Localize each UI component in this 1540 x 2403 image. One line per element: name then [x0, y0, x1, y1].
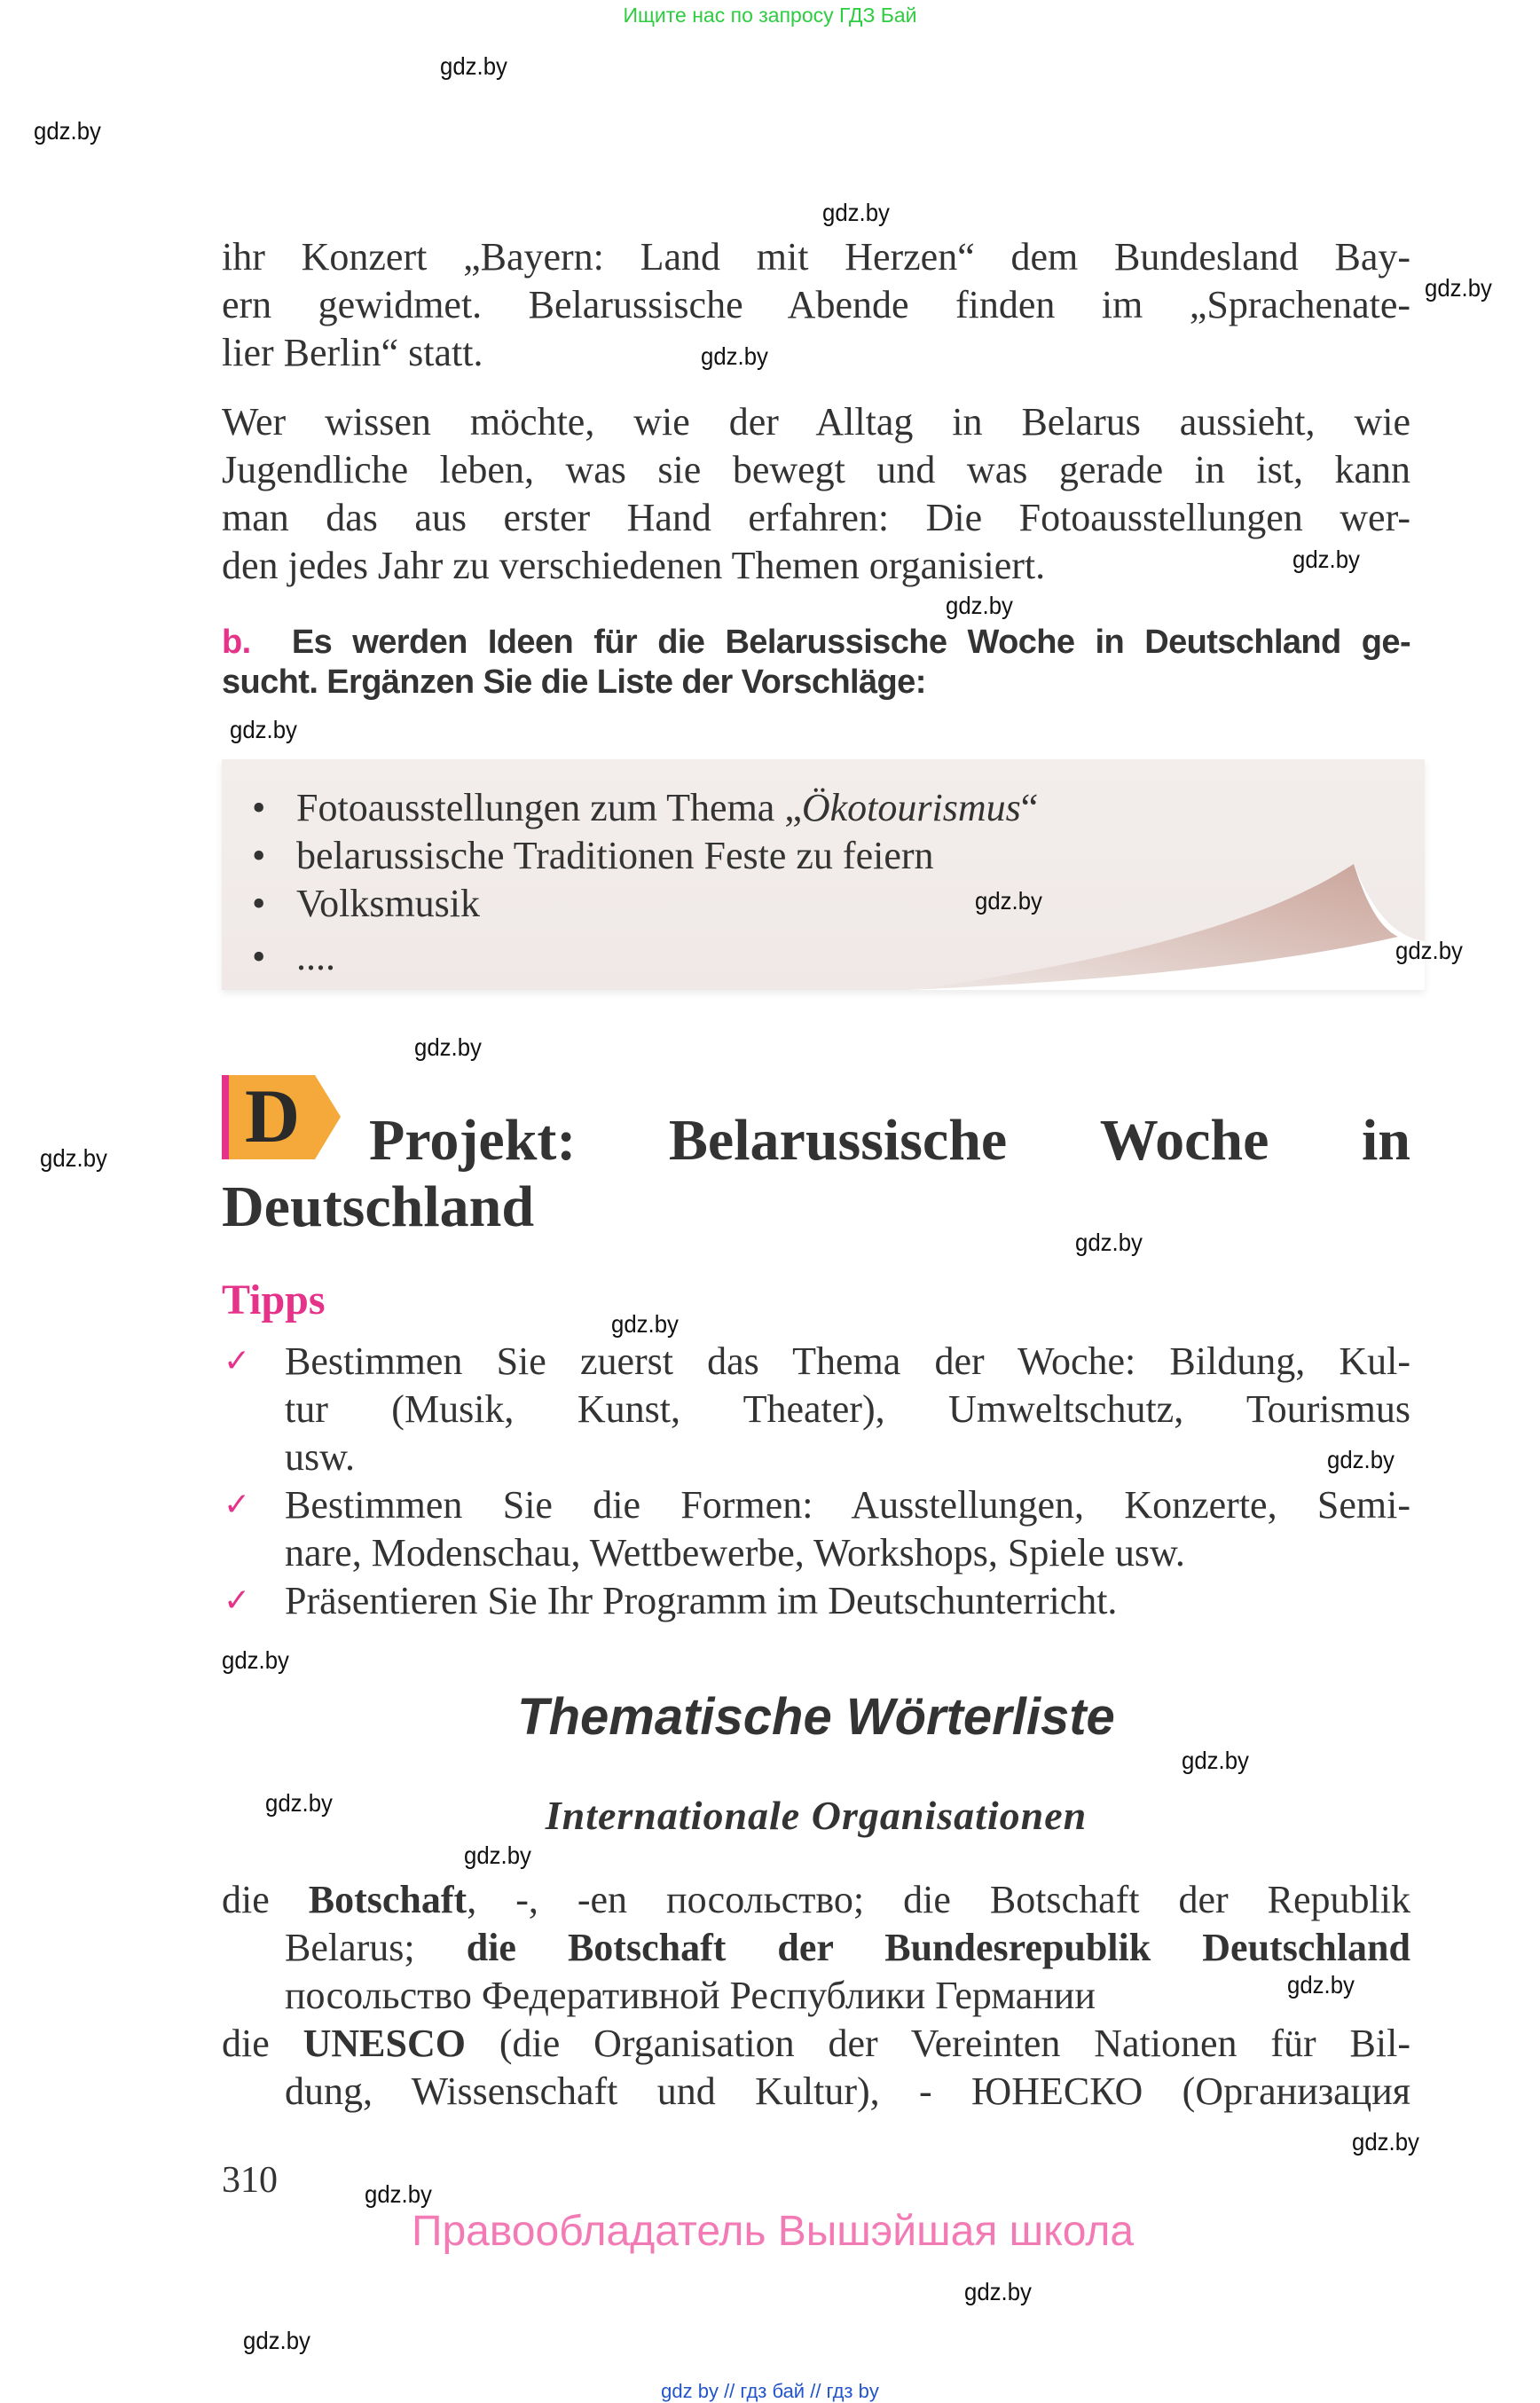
- task-label: b.: [222, 624, 251, 661]
- section-title: Projekt: Belarussische Woche in: [369, 1108, 1410, 1173]
- watermark: gdz.by: [40, 1144, 107, 1172]
- text-line: nare, Modenschau, Wettbewerbe, Workshops, Spiele usw.: [285, 1531, 1185, 1575]
- watermark: gdz.by: [1352, 2128, 1419, 2156]
- wordlist-entry-line: die Botschaft, -, -en посольство; die Botschaft der Republik: [222, 1878, 1410, 1921]
- watermark: gdz.by: [222, 1646, 289, 1674]
- paragraph-1: [222, 233, 1410, 377]
- copyright-notice: Правообладатель Вышэйшая школа: [411, 2208, 1135, 2255]
- footer-links[interactable]: gdz by // гдз бай // гдз by: [661, 2380, 879, 2402]
- wordlist-entry-line: die UNESCO (die Organisation der Vereinten Nationen für Bil-: [222, 2022, 1410, 2065]
- watermark: gdz.by: [265, 1789, 333, 1817]
- watermark: gdz.by: [1395, 937, 1463, 964]
- watermark: gdz.by: [964, 2278, 1032, 2305]
- tipp-item: [222, 1481, 1410, 1577]
- watermark: gdz.by: [34, 117, 101, 145]
- text-line: ihr Konzert „Bayern: Land mit Herzen“ dem Bundesland Bay-: [222, 235, 1410, 279]
- checkmark-icon: ✓: [224, 1582, 251, 1619]
- task-b-heading: [222, 623, 1410, 703]
- watermark: gdz.by: [1292, 546, 1360, 573]
- watermark: gdz.by: [1182, 1747, 1249, 1774]
- checkmark-icon: ✓: [224, 1343, 251, 1379]
- text-line: Bestimmen Sie zuerst das Thema der Woche: Bildung, Kul-: [285, 1339, 1410, 1383]
- list-item: • ....: [252, 933, 1038, 981]
- tipps-list: [222, 1338, 1410, 1625]
- checkmark-icon: ✓: [224, 1487, 251, 1523]
- watermark: gdz.by: [230, 716, 297, 743]
- section-d-badge: [222, 1075, 341, 1159]
- text-line: man das aus erster Hand erfahren: Die Fotoausstellungen wer-: [222, 496, 1410, 539]
- wordlist-entries: [222, 1876, 1410, 2116]
- text-line: den jedes Jahr zu verschiedenen Themen organisiert.: [222, 544, 1046, 587]
- watermark: gdz.by: [365, 2180, 432, 2208]
- page-number: 310: [222, 2160, 278, 2201]
- text-line: Wer wissen möchte, wie der Alltag in Belarus aussieht, wie: [222, 400, 1410, 444]
- watermark: gdz.by: [1327, 1446, 1395, 1473]
- watermark: gdz.by: [414, 1033, 482, 1061]
- list-item: • Fotoausstellungen zum Thema „Ökotourismus“: [252, 784, 1038, 832]
- watermark: gdz.by: [464, 1842, 531, 1869]
- wordlist-entry-line: dung, Wissenschaft und Kultur), - ЮНЕСКО (Организация: [285, 2069, 1410, 2113]
- watermark: gdz.by: [611, 1310, 679, 1338]
- list-item: • Volksmusik: [252, 880, 1038, 928]
- watermark: gdz.by: [1287, 1971, 1355, 1999]
- tipp-item: [222, 1577, 1410, 1625]
- paragraph-2: [222, 398, 1410, 590]
- text-line: tur (Musik, Kunst, Theater), Umweltschutz, Tourismus: [285, 1387, 1410, 1431]
- watermark: gdz.by: [946, 592, 1013, 619]
- tipp-item: [222, 1338, 1410, 1481]
- watermark: gdz.by: [1075, 1229, 1143, 1256]
- watermark: gdz.by: [440, 52, 507, 80]
- text-line: Bestimmen Sie die Formen: Ausstellungen, Konzerte, Semi-: [285, 1483, 1410, 1527]
- watermark: gdz.by: [822, 199, 890, 226]
- watermark: gdz.by: [1425, 274, 1492, 302]
- text-line: Präsentieren Sie Ihr Programm im Deutschunterricht.: [285, 1579, 1118, 1622]
- text-line: usw.: [285, 1435, 356, 1479]
- text-line: ern gewidmet. Belarussische Abende finden im „Sprachenate-: [222, 283, 1410, 326]
- section-title-line2: Deutschland: [222, 1174, 535, 1239]
- watermark: gdz.by: [243, 2327, 310, 2354]
- wordlist-subtitle: Internationale Organisationen: [545, 1793, 1088, 1838]
- watermark: gdz.by: [975, 887, 1042, 915]
- wordlist-entry-line: посольство Федеративной Республики Германии: [285, 1974, 1096, 2017]
- search-banner: Ищите нас по запросу ГДЗ Бай: [623, 4, 917, 27]
- wordlist-entry-line: Belarus; die Botschaft der Bundesrepublik Deutschland: [285, 1926, 1410, 1969]
- list-item: • belarussische Traditionen Feste zu feiern: [252, 832, 1038, 880]
- watermark: gdz.by: [701, 342, 768, 370]
- text-line: lier Berlin“ statt.: [222, 331, 483, 374]
- task-text-line: Es werden Ideen für die Belarussische Woche in Deutschland ge-: [291, 624, 1410, 661]
- tipps-heading: Tipps: [222, 1276, 326, 1323]
- badge-letter: D: [244, 1075, 301, 1158]
- wordlist-title: Thematische Wörterliste: [517, 1688, 1115, 1746]
- suggestion-list: [252, 784, 1038, 981]
- task-text-line: sucht. Ergänzen Sie die Liste der Vorschläge:: [222, 664, 926, 701]
- text-line: Jugendliche leben, was sie bewegt und was gerade in ist, kann: [222, 448, 1410, 491]
